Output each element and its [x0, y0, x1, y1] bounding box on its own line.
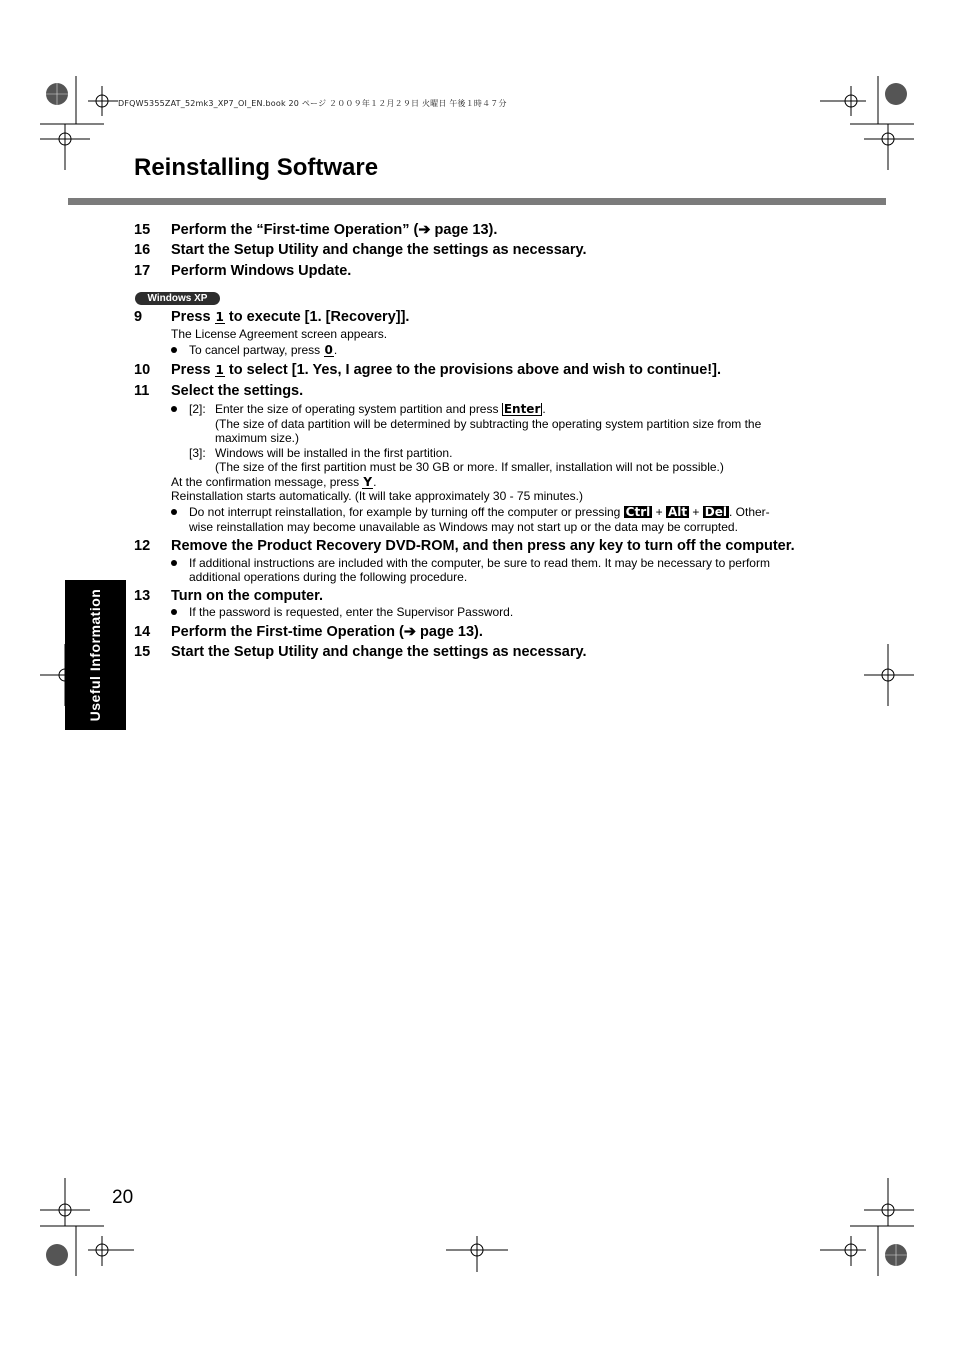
- title-divider: [68, 198, 886, 205]
- del-key: Del: [704, 505, 727, 519]
- side-tab-label: Useful Information: [87, 588, 103, 722]
- step-text: Start the Setup Utility and change the settings as necessary.: [171, 242, 587, 258]
- confirm-note: At the confirmation message, press Y.: [171, 475, 377, 489]
- ctrl-key: Ctrl: [625, 505, 651, 519]
- step-number: 16: [134, 242, 151, 258]
- auto-start-note: Reinstallation starts automatically. (It will take approximately 30 - 75 minutes.): [171, 489, 583, 503]
- page-title: Reinstalling Software: [134, 154, 379, 181]
- step-number: 17: [134, 263, 151, 279]
- page-number: 20: [112, 1187, 134, 1208]
- step-text: Perform Windows Update.: [171, 263, 352, 279]
- side-tab: [65, 580, 126, 730]
- key-y: Y: [363, 475, 373, 489]
- key-0: 0: [324, 343, 333, 357]
- print-header: DFQW5355ZAT_52mk3_XP7_OI_EN.book 20 ページ ２００９年１２月２９日 火曜日 午後１時４７分: [118, 99, 507, 108]
- key-1: 1: [215, 310, 224, 324]
- license-note: The License Agreement screen appears.: [171, 327, 388, 341]
- step-text: Perform the “First-time Operation” (➔ page 13).: [171, 222, 498, 238]
- arrow-icon: ➔: [418, 222, 431, 238]
- windows-xp-badge: Windows XP: [135, 292, 220, 305]
- key-1: 1: [215, 363, 224, 377]
- enter-key: Enter: [503, 402, 541, 416]
- arrow-icon: ➔: [403, 624, 416, 640]
- step-number: 15: [134, 222, 151, 238]
- alt-key: Alt: [667, 505, 688, 519]
